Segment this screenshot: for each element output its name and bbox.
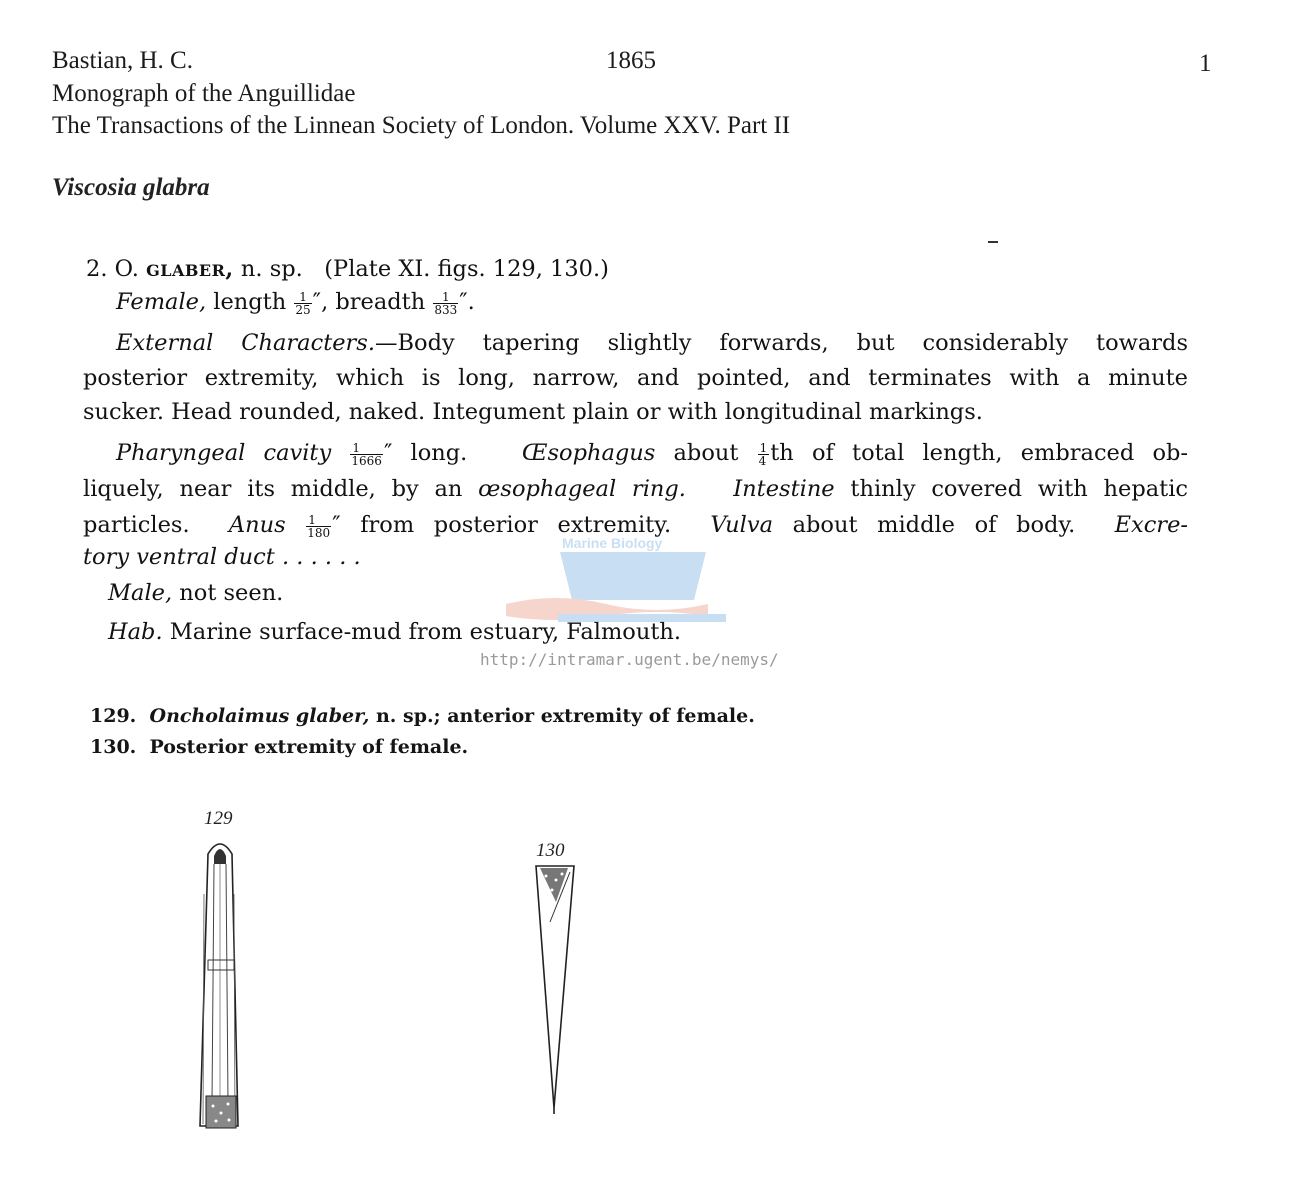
habitat-line: Hab. Marine surface-mud from estuary, Falmouth. <box>108 619 682 645</box>
figure-130 <box>526 862 586 1122</box>
svg-text:Marine Biology: Marine Biology <box>562 535 663 551</box>
ship-icon <box>496 512 726 652</box>
female-dimensions: Female, length $\frac{1}{25}$ ″, breadth $\frac{1}{833}$ ″. <box>116 289 475 317</box>
length-fraction: $\frac{1}{25}$ <box>295 289 311 317</box>
watermark-url: http://intramar.ugent.be/nemys/ <box>480 650 779 669</box>
monograph-title: Monograph of the Anguillidae <box>52 80 356 107</box>
plate-reference: (Plate XI. figs. 129, 130.) <box>324 256 609 282</box>
nematode-anterior-drawing-icon <box>186 834 256 1134</box>
year: 1865 <box>606 47 656 74</box>
stray-mark <box>988 241 998 243</box>
watermark-logo <box>496 512 726 652</box>
journal-title: The Transactions of the Linnean Society of London. Volume XXV. Part II <box>52 112 791 139</box>
page-number: 1 <box>1199 50 1212 77</box>
anus-line: particles. Anus $\frac{1}{180}$ ″ from posterior extremity. Vulva about middle of body. Excre- <box>83 512 1188 540</box>
external-characters-line-2: posterior extremity, which is long, narrow, and pointed, and terminates with a minute <box>83 365 1188 391</box>
pharyngeal-line: Pharyngeal cavity $\frac{1}{1666}$ ″ long. Œsophagus about $\frac{1}{4}$ th of total length, embraced ob- <box>116 440 1188 468</box>
oesophagus-line: liquely, near its middle, by an œsophageal ring. Intestine thinly covered with hepatic <box>83 476 1188 502</box>
taxon-name: Viscosia glabra <box>52 174 210 201</box>
author: Bastian, H. C. <box>52 47 193 74</box>
excretory-line: tory ventral duct . . . . . . <box>83 544 361 570</box>
figure-129-label: 129 <box>204 808 233 829</box>
external-characters-line-3: sucker. Head rounded, naked. Integument plain or with longitudinal markings. <box>83 399 983 425</box>
male-line: Male, not seen. <box>108 580 284 606</box>
entry-heading: 2. O. glaber, n. sp. (Plate XI. figs. 129, 130.) <box>86 256 609 282</box>
caption-130: 130. Posterior extremity of female. <box>90 736 469 758</box>
nematode-posterior-drawing-icon <box>526 862 586 1122</box>
breadth-fraction: $\frac{1}{833}$ <box>434 289 458 317</box>
caption-129: 129. Oncholaimus glaber, n. sp.; anterior extremity of female. <box>90 705 755 727</box>
figure-129 <box>186 834 256 1134</box>
figure-130-label: 130 <box>536 840 565 861</box>
external-characters-line-1: External Characters.—Body tapering slightly forwards, but considerably towards <box>116 330 1188 356</box>
